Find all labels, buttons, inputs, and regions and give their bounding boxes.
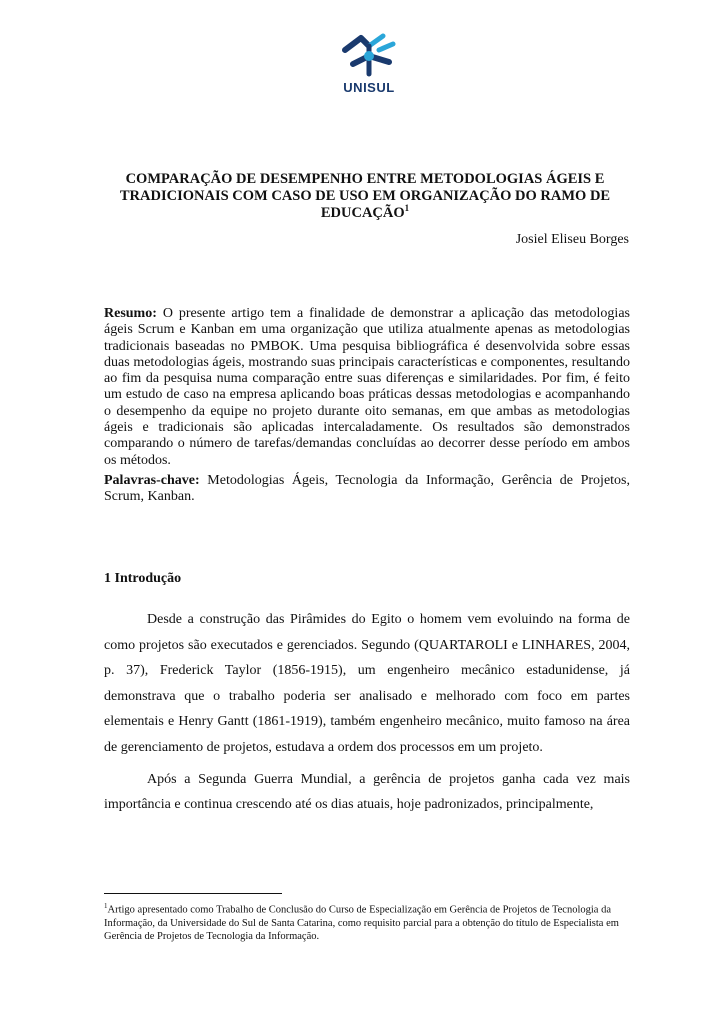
body-paragraph: Desde a construção das Pirâmides do Egito o homem vem evoluindo na forma de como projetos são executados e gerenciados. Segundo (QUARTAROLI e LINHARES, 2004, p. 37), Frederick Taylor (1856-1915), um engenheiro mecânico estadunidense, já demonstrava que o trabalho poderia ser analisado e melhorado com foco em partes elementais e Henry Gantt (1861-1919), também engenheiro mecânico, muito famoso na área de gerenciamento de projetos, estudava a ordem dos processos em um projeto. — [104, 612, 630, 755]
logo-text: UNISUL — [343, 80, 395, 95]
footnote — [104, 900, 630, 943]
author-name: Josiel Eliseu Borges — [515, 232, 629, 247]
unisul-logo-icon — [339, 30, 399, 82]
title-text: COMPARAÇÃO DE DESEMPENHO ENTRE METODOLOGIAS ÁGEIS E TRADICIONAIS COM CASO DE USO EM ORGANIZAÇÃO DO RAMO DE EDUCAÇÃO — [119, 171, 611, 221]
abstract-label: Resumo: — [104, 306, 157, 321]
abstract — [104, 306, 630, 506]
body-text — [104, 607, 630, 818]
body-paragraph: Após a Segunda Guerra Mundial, a gerência de projetos ganha cada vez mais importância e continua crescendo até os dias atuais, hoje padronizados, principalmente, — [104, 771, 630, 813]
footnote-divider — [104, 893, 282, 894]
keywords-label: Palavras-chave: — [104, 472, 200, 488]
title-footnote-mark: 1 — [404, 203, 410, 214]
footnote-text: Artigo apresentado como Trabalho de Conclusão do Curso de Especialização em Gerência de Projetos de Tecnologia da Informação, da Universidade do Sul de Santa Catarina, como requisito parcial para a obtenção do título de Especialista em Gerência de Projetos de Tecnologia da Informação. — [104, 904, 619, 942]
abstract-text: O presente artigo tem a finalidade de demonstrar a aplicação das metodologias ágeis Scrum e Kanban em uma organização que utiliza atualmente apenas as metodologias tradicionais baseadas no PMBOK. Uma pesquisa bibliográfica é desenvolvida sobre essas duas metodologias ágeis, mostrando suas principais características e componentes, resultando ao fim da pesquisa numa comparação entre suas diferenças e similaridades. Por fim, é feito um estudo de caso na empresa aplicando boas práticas dessas metodologias e acompanhando o desempenho da equipe no projeto durante oito semanas, em que ambas as metodologias ágeis e tradicionais são aplicadas intercaladamente. Os resultados são demonstrados comparando o número de tarefas/demandas concluídas ao decorrer desse período em ambos os métodos. — [104, 306, 630, 468]
university-logo — [326, 30, 412, 100]
section-heading: 1 Introdução — [104, 571, 182, 586]
paper-title — [100, 171, 630, 222]
keywords-paragraph — [104, 473, 630, 506]
footnote-mark: 1 — [104, 902, 108, 910]
abstract-paragraph — [104, 306, 630, 469]
keywords-text: Metodologias Ágeis, Tecnologia da Informação, Gerência de Projetos, Scrum, Kanban. — [104, 472, 630, 505]
